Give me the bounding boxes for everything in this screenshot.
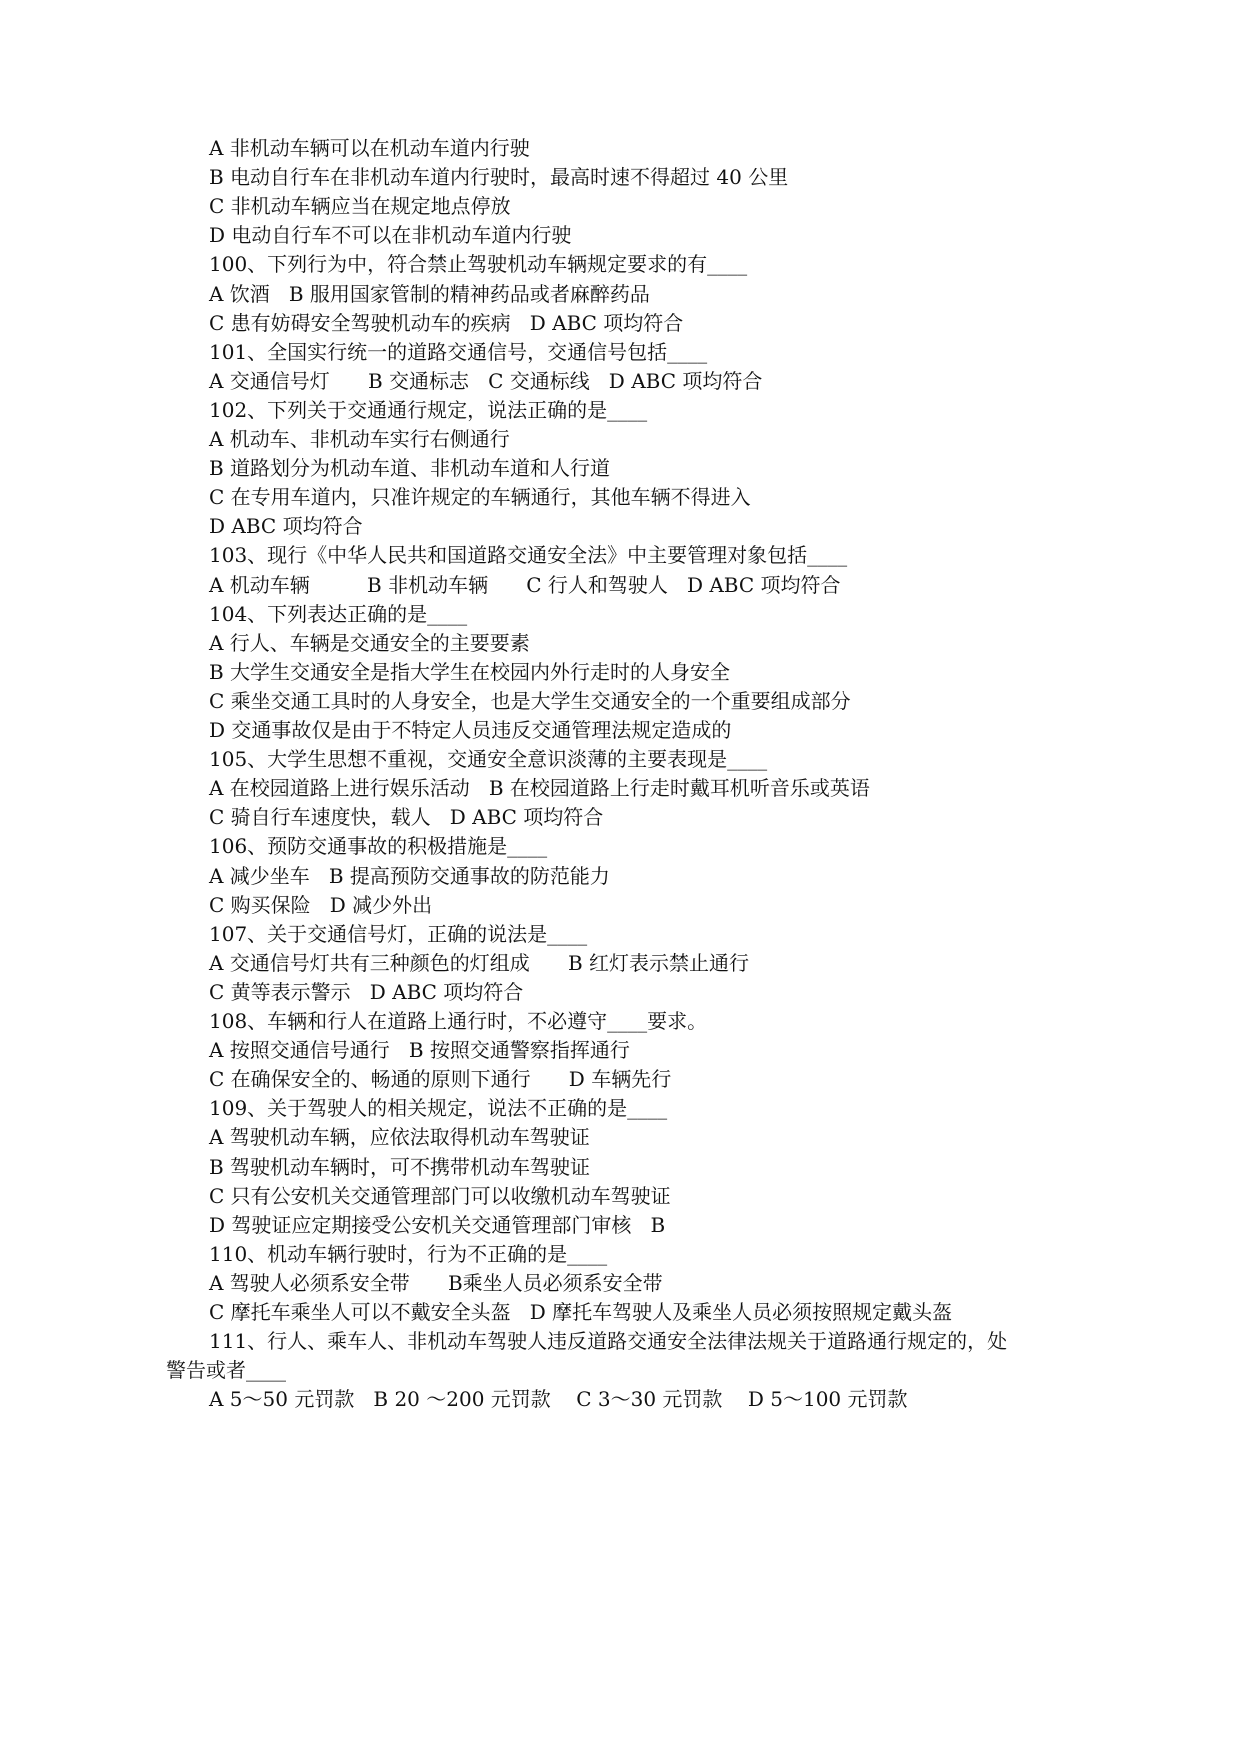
text-line: A 驾驶人必须系安全带 B乘坐人员必须系安全带 <box>209 1271 663 1295</box>
text-line: 104、下列表达正确的是____ <box>209 602 468 626</box>
text-line: A 在校园道路上进行娱乐活动 B 在校园道路上行走时戴耳机听音乐或英语 <box>209 776 870 800</box>
text-line: C 骑自行车速度快，载人 D ABC 项均符合 <box>209 805 604 829</box>
text-line: C 摩托车乘坐人可以不戴安全头盔 D 摩托车驾驶人及乘坐人员必须按照规定戴头盔 <box>209 1300 953 1324</box>
text-line: C 购买保险 D 减少外出 <box>209 893 433 917</box>
text-line: B 道路划分为机动车道、非机动车道和人行道 <box>209 456 611 480</box>
text-line: D 驾驶证应定期接受公安机关交通管理部门审核 B <box>209 1213 666 1237</box>
text-line: C 只有公安机关交通管理部门可以收缴机动车驾驶证 <box>209 1184 671 1208</box>
text-line: C 患有妨碍安全驾驶机动车的疾病 D ABC 项均符合 <box>209 311 684 335</box>
text-line: 102、下列关于交通通行规定，说法正确的是____ <box>209 398 648 422</box>
text-line: 103、现行《中华人民共和国道路交通安全法》中主要管理对象包括____ <box>209 543 848 567</box>
text-line: B 大学生交通安全是指大学生在校园内外行走时的人身安全 <box>209 660 731 684</box>
text-line: A 机动车、非机动车实行右侧通行 <box>209 427 510 451</box>
text-line: 106、预防交通事故的积极措施是____ <box>209 834 548 858</box>
text-line: D 电动自行车不可以在非机动车道内行驶 <box>209 223 572 247</box>
text-line: D 交通事故仅是由于不特定人员违反交通管理法规定造成的 <box>209 718 732 742</box>
text-line: 105、大学生思想不重视，交通安全意识淡薄的主要表现是____ <box>209 747 768 771</box>
text-line: 109、关于驾驶人的相关规定，说法不正确的是____ <box>209 1096 668 1120</box>
text-line: B 电动自行车在非机动车道内行驶时，最高时速不得超过 40 公里 <box>209 165 789 189</box>
text-line: 100、下列行为中，符合禁止驾驶机动车辆规定要求的有____ <box>209 252 748 276</box>
text-line: A 机动车辆 B 非机动车辆 C 行人和驾驶人 D ABC 项均符合 <box>209 573 841 597</box>
text-line: B 驾驶机动车辆时，可不携带机动车驾驶证 <box>209 1155 591 1179</box>
text-line: 107、关于交通信号灯，正确的说法是____ <box>209 922 588 946</box>
text-line: 110、机动车辆行驶时，行为不正确的是____ <box>209 1242 608 1266</box>
text-line: A 行人、车辆是交通安全的主要要素 <box>209 631 530 655</box>
text-line: A 饮酒 B 服用国家管制的精神药品或者麻醉药品 <box>209 282 650 306</box>
text-line: C 乘坐交通工具时的人身安全，也是大学生交通安全的一个重要组成部分 <box>209 689 851 713</box>
text-line: A 非机动车辆可以在机动车道内行驶 <box>209 136 530 160</box>
text-line: 101、全国实行统一的道路交通信号，交通信号包括____ <box>209 340 708 364</box>
text-line: A 驾驶机动车辆，应依法取得机动车驾驶证 <box>209 1125 590 1149</box>
text-line: 警告或者____ <box>166 1358 286 1382</box>
text-line: D ABC 项均符合 <box>209 514 363 538</box>
text-line: C 在专用车道内，只准许规定的车辆通行，其他车辆不得进入 <box>209 485 751 509</box>
text-line: A 5～50 元罚款 B 20 ～200 元罚款 C 3～30 元罚款 D 5～100 元罚款 <box>209 1387 908 1411</box>
text-line: A 交通信号灯共有三种颜色的灯组成 B 红灯表示禁止通行 <box>209 951 749 975</box>
text-line: A 按照交通信号通行 B 按照交通警察指挥通行 <box>209 1038 630 1062</box>
text-line: C 在确保安全的、畅通的原则下通行 D 车辆先行 <box>209 1067 672 1091</box>
text-line: A 减少坐车 B 提高预防交通事故的防范能力 <box>209 864 610 888</box>
text-line: 108、车辆和行人在道路上通行时，不必遵守____要求。 <box>209 1009 708 1033</box>
text-line: C 黄等表示警示 D ABC 项均符合 <box>209 980 524 1004</box>
text-line: A 交通信号灯 B 交通标志 C 交通标线 D ABC 项均符合 <box>209 369 763 393</box>
text-line: C 非机动车辆应当在规定地点停放 <box>209 194 511 218</box>
text-line: 111、行人、乘车人、非机动车驾驶人违反道路交通安全法律法规关于道路通行规定的，处 <box>209 1329 1008 1353</box>
